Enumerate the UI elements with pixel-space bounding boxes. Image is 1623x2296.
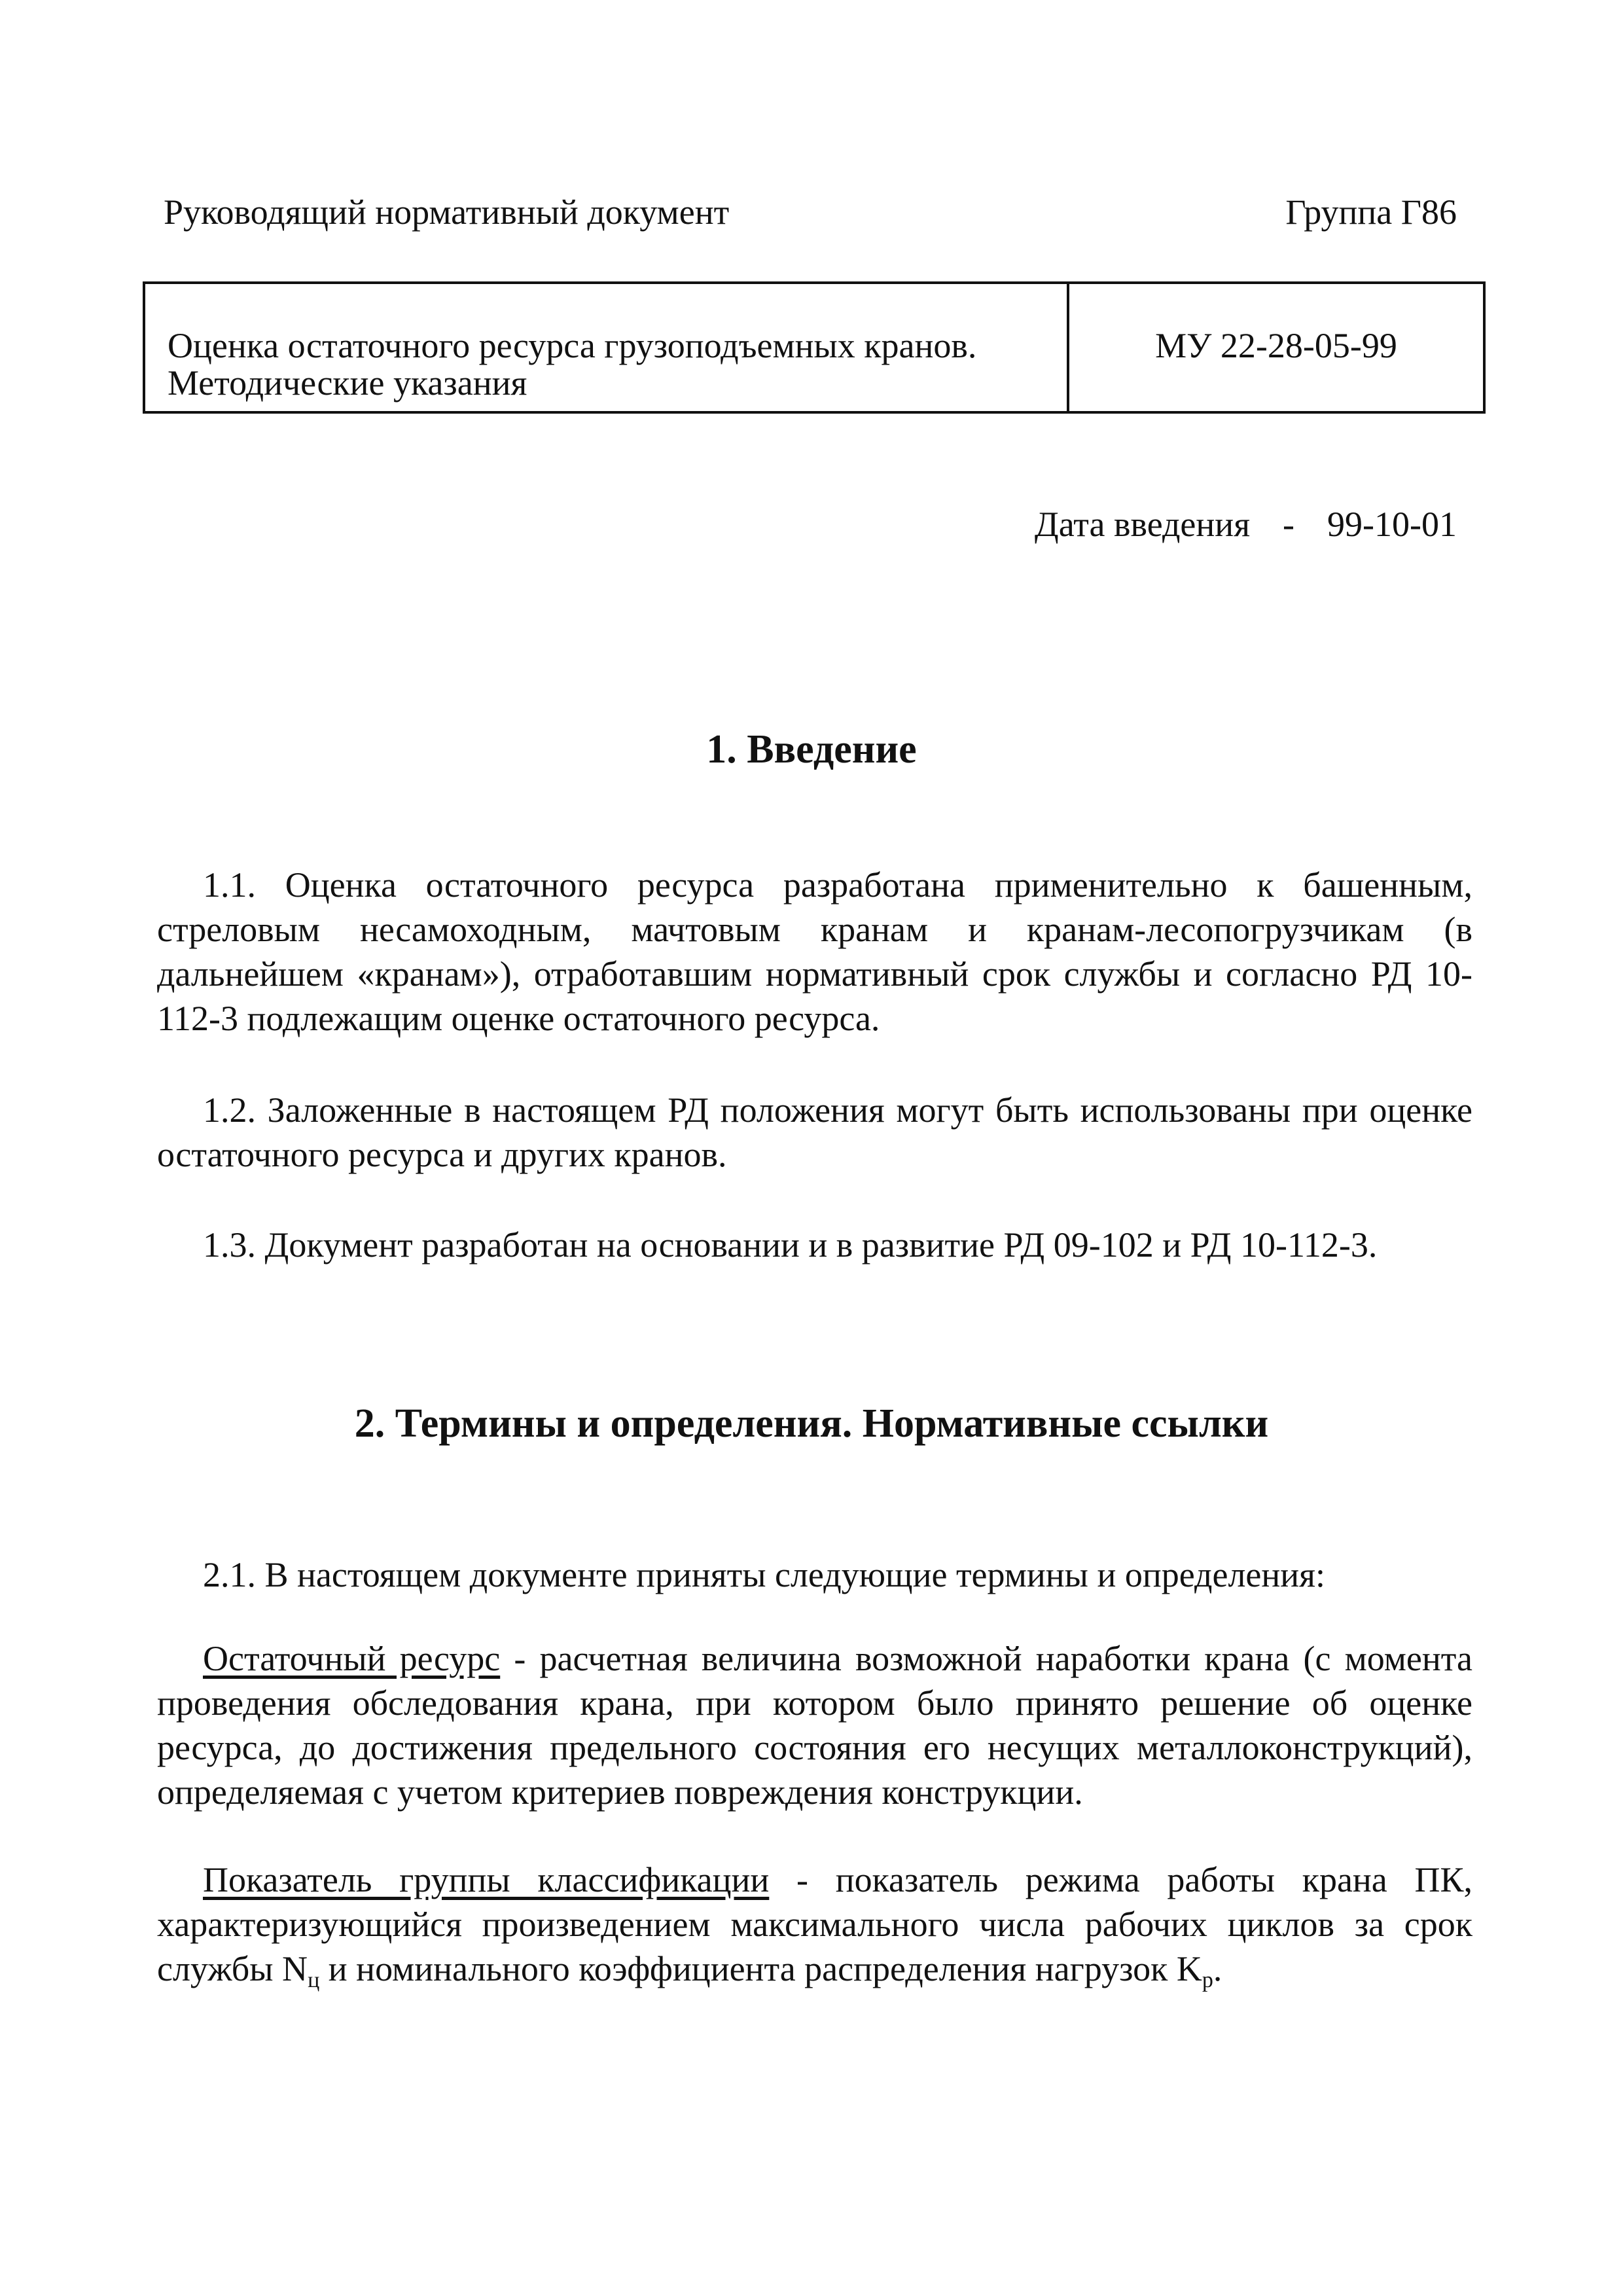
definition-classification-text-c: . bbox=[1213, 1949, 1222, 1988]
effective-date-value: 99-10-01 bbox=[1327, 505, 1457, 544]
paragraph-1-3: 1.3. Документ разработан на основании и в развитие РД 09-102 и РД 10-112-3. bbox=[203, 1225, 1378, 1265]
term-classification-group: Показатель группы классификации bbox=[203, 1860, 770, 1899]
subscript-k: р bbox=[1202, 1968, 1213, 1992]
effective-date-label: Дата введения bbox=[1034, 505, 1251, 544]
effective-date-dash: - bbox=[1283, 505, 1295, 544]
document-code-cell bbox=[1069, 284, 1483, 411]
definition-classification-group bbox=[157, 1857, 1472, 2003]
definition-classification-text-a: - показатель режима работы крана ПК, характеризующийся произведением максимального числа рабочих циклов за срок службы N bbox=[157, 1860, 1472, 1988]
title-block-table bbox=[143, 281, 1486, 414]
subscript-n: ц bbox=[308, 1968, 320, 1992]
section-2-heading: 2. Термины и определения. Нормативные ссылки bbox=[354, 1401, 1269, 1446]
document-title-line1: Оценка остаточного ресурса грузоподъемных кранов. bbox=[168, 326, 977, 365]
document-title-line2: Методические указания bbox=[168, 363, 527, 403]
paragraph-1-1: 1.1. Оценка остаточного ресурса разработана применительно к башенным, стреловым несамоходным, мачтовым кранам и кранам-лесопогрузчикам (в дальнейшем «кранам»), отработавшим нормативный срок службы и согласно РД 10-112-3 подлежащим оценке остаточного ресурса. bbox=[157, 865, 1472, 1038]
document-type-label: Руководящий нормативный документ bbox=[164, 192, 730, 232]
group-code-label: Группа Г86 bbox=[1285, 192, 1457, 232]
paragraph-2-1: 2.1. В настоящем документе приняты следующие термины и определения: bbox=[203, 1555, 1326, 1594]
definition-residual-resource bbox=[157, 1636, 1472, 1814]
term-residual-resource: Остаточный ресурс bbox=[203, 1639, 501, 1678]
paragraph-1-2: 1.2. Заложенные в настоящем РД положения могут быть использованы при оценке остаточного ресурса и других кранов. bbox=[157, 1090, 1472, 1174]
effective-date bbox=[1035, 504, 1457, 545]
definition-residual-resource-text: - расчетная величина возможной наработки крана (с момента проведения обследования крана, при котором было принято решение об оценке ресурса, до достижения предельного состояния его несущих металлоконструкций), определяемая с учетом критериев повреждения конструкции. bbox=[157, 1639, 1472, 1812]
title-cell bbox=[145, 284, 1069, 411]
definition-classification-text-b: и номинального коэффициента распределения нагрузок K bbox=[319, 1949, 1202, 1988]
document-code: МУ 22-28-05-99 bbox=[1155, 326, 1397, 365]
section-1-heading: 1. Введение bbox=[706, 727, 917, 772]
